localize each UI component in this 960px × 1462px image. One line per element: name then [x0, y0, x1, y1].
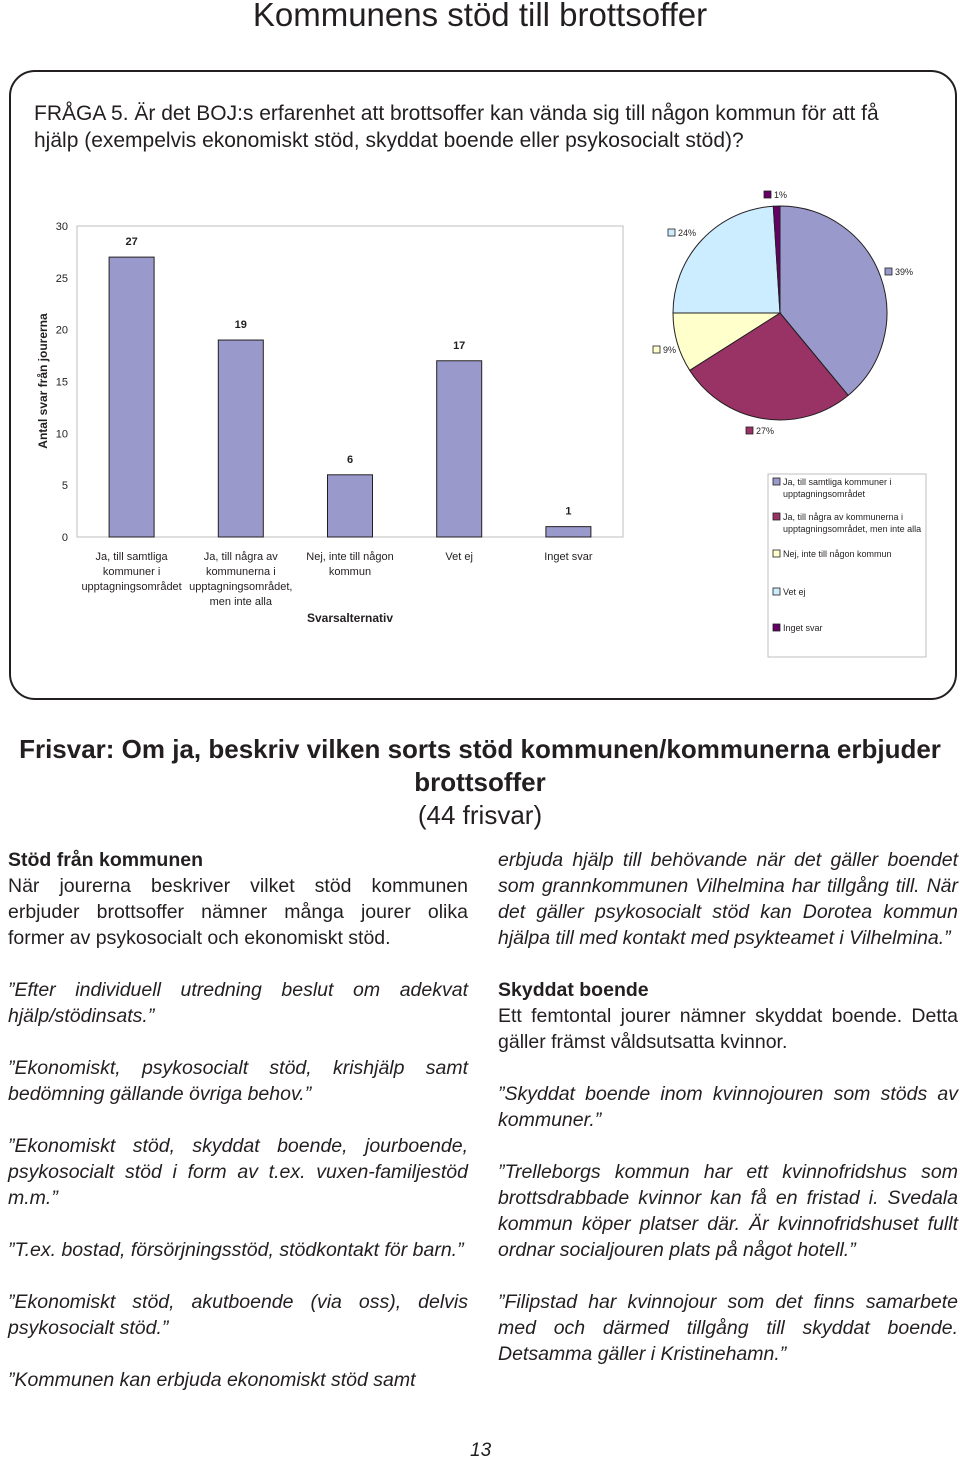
x-category-label: kommun [328, 566, 372, 578]
page-title: Kommunens stöd till brottsoffer [252, 0, 708, 33]
left-column [8, 847, 468, 1419]
pie-label-marker [653, 346, 660, 353]
bar-value-label: 19 [234, 319, 247, 332]
legend-label: Inget svar [783, 623, 823, 633]
x-category-label: Ja, till några av [203, 551, 278, 563]
quote: ”Trelleborgs kommun har ett kvinnofridshus som brottsdrabbade kvinnor kan få en fristad i. Svedala kommun köper platser där. Är kvinnofridshuset fullt ordnar socialjouren plats på något hotell.” [498, 1161, 958, 1261]
y-tick-label: 0 [61, 532, 68, 544]
x-category-label: men inte alla [209, 596, 272, 608]
quote: ”Ekonomiskt stöd, skyddat boende, jourboende, psykosocialt stöd i form av t.ex. vuxen-familjestöd m.m.” [8, 1135, 468, 1209]
frisvar-title: Frisvar: Om ja, beskriv vilken sorts stöd kommunen/kommunerna erbjuder brottsoffer [19, 734, 941, 797]
intro-paragraph: När jourerna beskriver vilket stöd kommunen erbjuder brottsoffer nämner många jourer olika former av psykosocialt och ekonomiskt stöd. [8, 875, 468, 949]
pie-slice-label: 9% [663, 345, 677, 355]
pie-label-marker [746, 427, 753, 434]
pie-slice-label: 24% [678, 228, 697, 238]
bar [218, 340, 263, 537]
section-heading-skyddat: Skyddat boende [498, 979, 649, 1001]
frisvar-count: (44 frisvar) [417, 800, 543, 830]
frisvar-heading [0, 733, 960, 832]
legend-label: Ja, till samtliga kommuner i [783, 477, 892, 487]
bar-value-label: 1 [565, 505, 572, 518]
quote: ”Filipstad har kvinnojour som det finns samarbete med och därmed tillgång till skyddat boende. Detsamma gäller i Kristinehamn.” [498, 1291, 958, 1365]
section-heading-stod: Stöd från kommunen [8, 849, 204, 871]
right-column [498, 847, 958, 1393]
legend-label: Ja, till några av kommunerna i [783, 512, 904, 522]
x-category-label: upptagningsområdet, [189, 581, 293, 593]
quote-continued: erbjuda hjälp till behövande när det gäller boendet som grannkommunen Vilhelmina har tillgång till. När det gäller psykosocialt stöd kan Dorotea kommun hjälpa till med kontakt med psykteamet i Vilhelmina.” [498, 849, 958, 949]
x-category-label: kommuner i [102, 566, 161, 578]
quote: ”Ekonomiskt stöd, akutboende (via oss), delvis psykosocialt stöd.” [8, 1291, 468, 1339]
legend-swatch [773, 550, 780, 557]
legend-label: upptagningsområdet [783, 489, 866, 499]
y-tick-label: 25 [55, 272, 68, 285]
x-category-label: Ja, till samtliga [95, 551, 168, 563]
bar [546, 527, 591, 537]
pie-label-marker [764, 191, 771, 198]
y-tick-label: 15 [55, 376, 68, 389]
quote: ”Kommunen kan erbjuda ekonomiskt stöd samt [8, 1369, 416, 1391]
x-axis-label: Svarsalternativ [306, 611, 394, 625]
y-tick-label: 10 [55, 428, 68, 441]
pie-slice-label: 1% [774, 190, 788, 200]
bar [328, 475, 373, 537]
y-tick-label: 30 [55, 221, 68, 233]
x-category-label: upptagningsområdet [81, 581, 182, 593]
quote: ”Ekonomiskt, psykosocialt stöd, krishjälp samt bedömning gällande övriga behov.” [8, 1057, 468, 1105]
quote: ”Skyddat boende inom kvinnojouren som stöds av kommuner.” [498, 1083, 958, 1131]
y-tick-label: 5 [61, 480, 68, 493]
quote: ”Efter individuell utredning beslut om adekvat hjälp/stödinsats.” [8, 979, 468, 1027]
legend-swatch [773, 624, 780, 631]
legend-swatch [773, 478, 780, 485]
y-axis-label: Antal svar från jourerna [36, 313, 50, 449]
legend-label: Vet ej [783, 587, 806, 597]
bar [109, 257, 154, 537]
x-category-label: Vet ej [445, 551, 473, 563]
bar-value-label: 27 [125, 236, 138, 249]
pie-label-marker [668, 229, 675, 236]
legend-label: upptagningsområdet, men inte alla [783, 524, 922, 534]
y-tick-label: 20 [55, 324, 68, 337]
pie-label-marker [885, 268, 892, 275]
quote: ”T.ex. bostad, försörjningsstöd, stödkontakt för barn.” [8, 1239, 464, 1261]
legend-swatch [773, 513, 780, 520]
page-number: 13 [470, 1440, 492, 1461]
bar-value-label: 6 [346, 453, 354, 466]
legend-swatch [773, 588, 780, 595]
chart-area [0, 180, 960, 680]
bar-value-label: 17 [453, 339, 466, 352]
x-category-label: Nej, inte till någon [306, 551, 394, 563]
pie-slice-label: 39% [895, 267, 914, 277]
x-category-label: kommunerna i [205, 566, 276, 578]
x-category-label: Inget svar [544, 551, 593, 563]
pie-slice-label: 27% [756, 426, 775, 436]
legend-label: Nej, inte till någon kommun [783, 549, 892, 559]
pie-slice [673, 206, 780, 313]
bar [437, 361, 482, 537]
intro-paragraph: Ett femtontal jourer nämner skyddat boende. Detta gäller främst våldsutsatta kvinnor. [498, 1005, 958, 1053]
question-text: FRÅGA 5. Är det BOJ:s erfarenhet att brottsoffer kan vända sig till någon kommun för att få hjälp (exempelvis ekonomiskt stöd, skyddat boende eller psykosocialt stöd)? [34, 102, 879, 152]
